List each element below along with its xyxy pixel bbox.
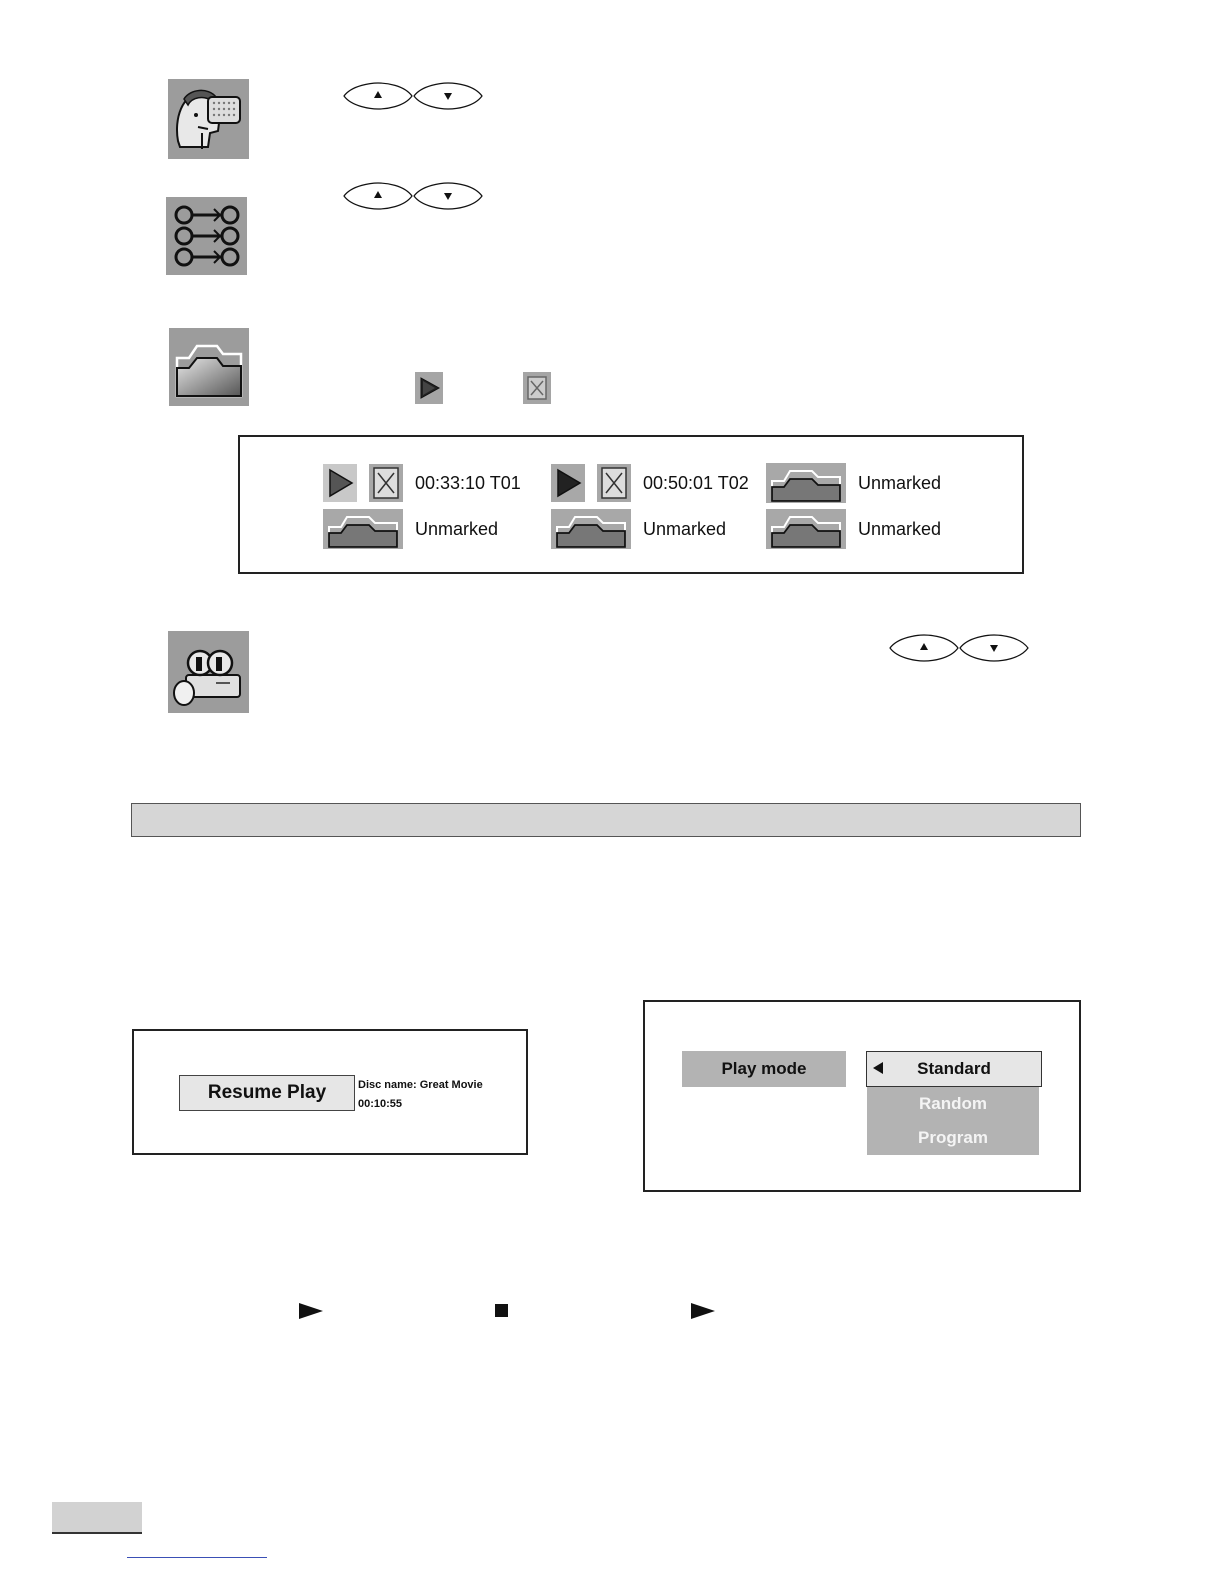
bookmark-panel xyxy=(238,435,1024,574)
stop-icon xyxy=(495,1304,508,1317)
footer-rule xyxy=(127,1557,267,1558)
up-down-arrow-buttons-icon xyxy=(342,81,484,111)
person-speech-icon xyxy=(168,79,249,159)
clear-x-icon xyxy=(523,372,551,404)
play-mode-label: Play mode xyxy=(682,1051,846,1087)
page-number-tab xyxy=(52,1502,142,1534)
bookmark-folder-icon xyxy=(766,509,846,549)
bookmark-label: 00:50:01 T02 xyxy=(643,472,749,493)
bookmark-folder-icon xyxy=(169,328,249,406)
caret-left-icon xyxy=(873,1062,883,1074)
resume-panel xyxy=(132,1029,528,1155)
play-mode-panel xyxy=(643,1000,1081,1192)
bookmark-folder-icon xyxy=(323,509,403,549)
play-icon xyxy=(299,1303,323,1319)
play-mode-option-random[interactable] xyxy=(867,1087,1039,1121)
bookmark-folder-icon xyxy=(766,463,846,503)
camera-icon xyxy=(168,631,249,713)
bookmark-slot-3[interactable] xyxy=(766,463,941,503)
up-down-arrow-buttons-icon xyxy=(342,181,484,211)
bookmark-slot-4[interactable] xyxy=(323,509,498,549)
bookmark-slot-2[interactable] xyxy=(551,463,749,503)
resume-time-label: 00:10:55 xyxy=(358,1098,403,1110)
option-label: Random xyxy=(919,1094,987,1113)
chain-links-icon xyxy=(166,197,247,275)
bookmark-label: Unmarked xyxy=(858,472,942,493)
bookmark-label: Unmarked xyxy=(643,518,727,539)
bookmark-label: Unmarked xyxy=(858,518,942,539)
play-triangle-icon xyxy=(323,464,357,502)
play-icon xyxy=(691,1303,715,1319)
play-triangle-icon xyxy=(551,464,585,502)
disc-name-label: Disc name: Great Movie xyxy=(358,1079,483,1091)
bookmark-label: 00:33:10 T01 xyxy=(415,472,521,493)
play-triangle-icon xyxy=(415,372,443,404)
play-mode-option-program[interactable] xyxy=(867,1121,1039,1155)
play-mode-option-standard[interactable] xyxy=(866,1051,1042,1087)
clear-x-icon xyxy=(597,464,631,502)
clear-x-icon xyxy=(369,464,403,502)
bookmark-folder-icon xyxy=(551,509,631,549)
bookmark-label: Unmarked xyxy=(415,518,499,539)
bookmark-slot-1[interactable] xyxy=(323,463,521,503)
option-label: Standard xyxy=(917,1059,991,1078)
up-down-arrow-buttons-icon xyxy=(888,633,1030,663)
bookmark-slot-5[interactable] xyxy=(551,509,726,549)
bookmark-slot-6[interactable] xyxy=(766,509,941,549)
resume-play-button[interactable]: Resume Play xyxy=(179,1075,355,1111)
section-header-bar xyxy=(131,803,1081,837)
option-label: Program xyxy=(918,1128,988,1147)
